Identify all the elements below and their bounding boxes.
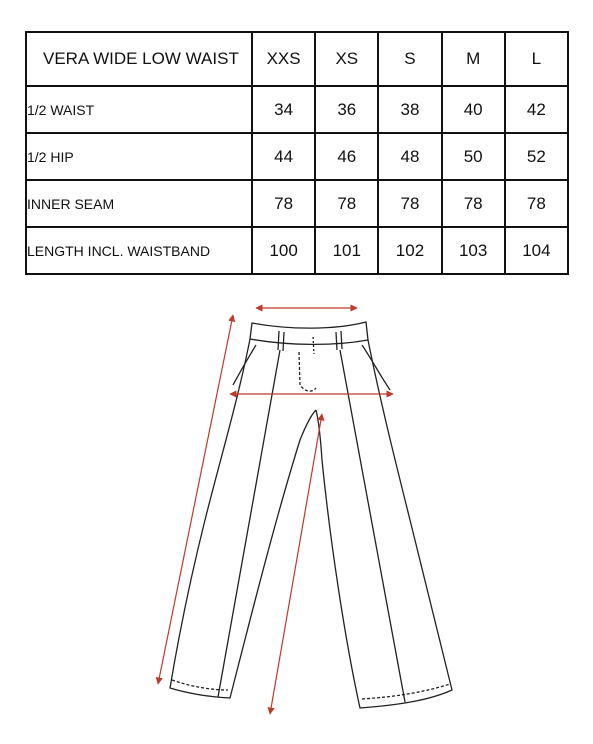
right-leg bbox=[316, 340, 452, 708]
table-cell: 40 bbox=[442, 86, 505, 133]
row-label: 1/2 WAIST bbox=[26, 86, 252, 133]
size-header: M bbox=[442, 32, 505, 86]
table-cell: 52 bbox=[505, 133, 568, 180]
table-cell: 36 bbox=[315, 86, 378, 133]
trousers-measurement-diagram bbox=[0, 290, 593, 740]
table-cell: 34 bbox=[252, 86, 315, 133]
table-cell: 78 bbox=[378, 180, 441, 227]
row-label: INNER SEAM bbox=[26, 180, 252, 227]
size-header: L bbox=[505, 32, 568, 86]
row-label: 1/2 HIP bbox=[26, 133, 252, 180]
table-cell: 103 bbox=[442, 227, 505, 274]
table-row-waist bbox=[26, 86, 568, 133]
table-row-length bbox=[26, 227, 568, 274]
table-cell: 78 bbox=[442, 180, 505, 227]
table-cell: 102 bbox=[378, 227, 441, 274]
table-row-inner-seam bbox=[26, 180, 568, 227]
inner-seam-arrow bbox=[270, 414, 322, 714]
table-cell: 78 bbox=[315, 180, 378, 227]
table-cell: 100 bbox=[252, 227, 315, 274]
table-row-hip bbox=[26, 133, 568, 180]
waistband bbox=[250, 322, 368, 344]
length-arrow bbox=[158, 315, 233, 684]
table-cell: 46 bbox=[315, 133, 378, 180]
size-header: XS bbox=[315, 32, 378, 86]
table-cell: 38 bbox=[378, 86, 441, 133]
table-cell: 44 bbox=[252, 133, 315, 180]
measurement-arrows bbox=[158, 308, 393, 714]
table-cell: 42 bbox=[505, 86, 568, 133]
table-cell: 50 bbox=[442, 133, 505, 180]
table-cell: 78 bbox=[252, 180, 315, 227]
row-label: LENGTH INCL. WAISTBAND bbox=[26, 227, 252, 274]
table-cell: 78 bbox=[505, 180, 568, 227]
header-row bbox=[26, 32, 568, 86]
size-header: S bbox=[378, 32, 441, 86]
size-chart-table bbox=[25, 31, 569, 275]
table-cell: 48 bbox=[378, 133, 441, 180]
size-header: XXS bbox=[252, 32, 315, 86]
trousers-outline bbox=[170, 322, 452, 708]
table-cell: 104 bbox=[505, 227, 568, 274]
table-cell: 101 bbox=[315, 227, 378, 274]
product-name: VERA WIDE LOW WAIST bbox=[26, 32, 252, 86]
